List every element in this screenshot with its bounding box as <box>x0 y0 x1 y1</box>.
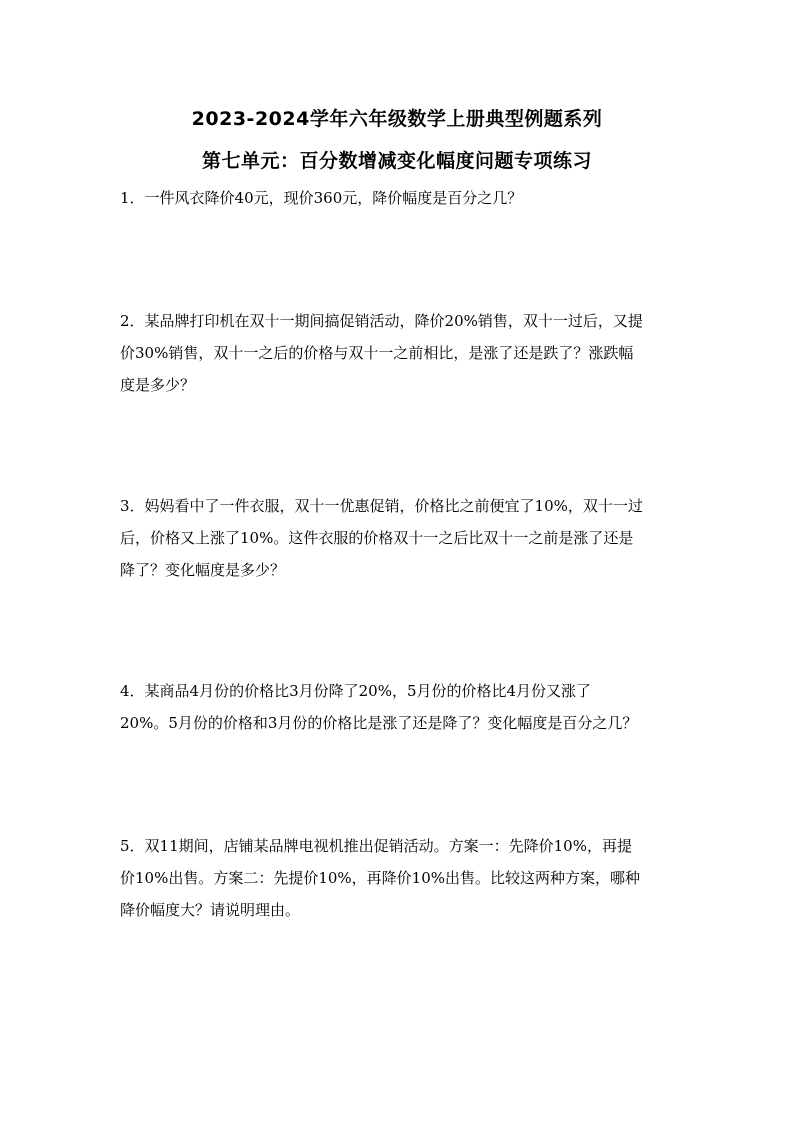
question-3-line-2: 后，价格又上涨了10%。这件衣服的价格双十一之后比双十一之前是涨了还是 <box>120 529 634 547</box>
question-1 <box>120 182 676 214</box>
question-2-line-3: 度是多少？ <box>120 376 196 394</box>
question-5-line-1: 5．双11期间，店铺某品牌电视机推出促销活动。方案一：先降价10%，再提 <box>120 837 632 855</box>
question-2 <box>120 305 676 401</box>
question-4-line-1: 4．某商品4月份的价格比3月份降了20%，5月份的价格比4月份又涨了 <box>120 682 592 700</box>
question-4-line-2: 20%。5月份的价格和3月份的价格比是涨了还是降了？变化幅度是百分之几？ <box>120 714 638 732</box>
question-2-line-1: 2．某品牌打印机在双十一期间搞促销活动，降价20%销售，双十一过后，又提 <box>120 312 643 330</box>
question-1-line-1: 1．一件风衣降价40元，现价360元，降价幅度是百分之几？ <box>120 189 523 207</box>
question-3-line-3: 降了？变化幅度是多少？ <box>120 561 286 579</box>
question-5-line-3: 降价幅度大？请说明理由。 <box>120 901 301 919</box>
document-title: 2023-2024学年六年级数学上册典型例题系列 <box>191 108 603 130</box>
question-5-line-2: 价10%出售。方案二：先提价10%，再降价10%出售。比较这两种方案，哪种 <box>120 869 641 887</box>
question-4 <box>120 675 676 739</box>
question-3 <box>120 490 676 586</box>
question-5 <box>120 830 676 926</box>
question-2-line-2: 价30%销售，双十一之后的价格与双十一之前相比，是涨了还是跌了？涨跌幅 <box>120 344 634 362</box>
document-subtitle: 第七单元：百分数增减变化幅度问题专项练习 <box>201 150 592 172</box>
question-3-line-1: 3．妈妈看中了一件衣服，双十一优惠促销，价格比之前便宜了10%，双十一过 <box>120 497 643 515</box>
